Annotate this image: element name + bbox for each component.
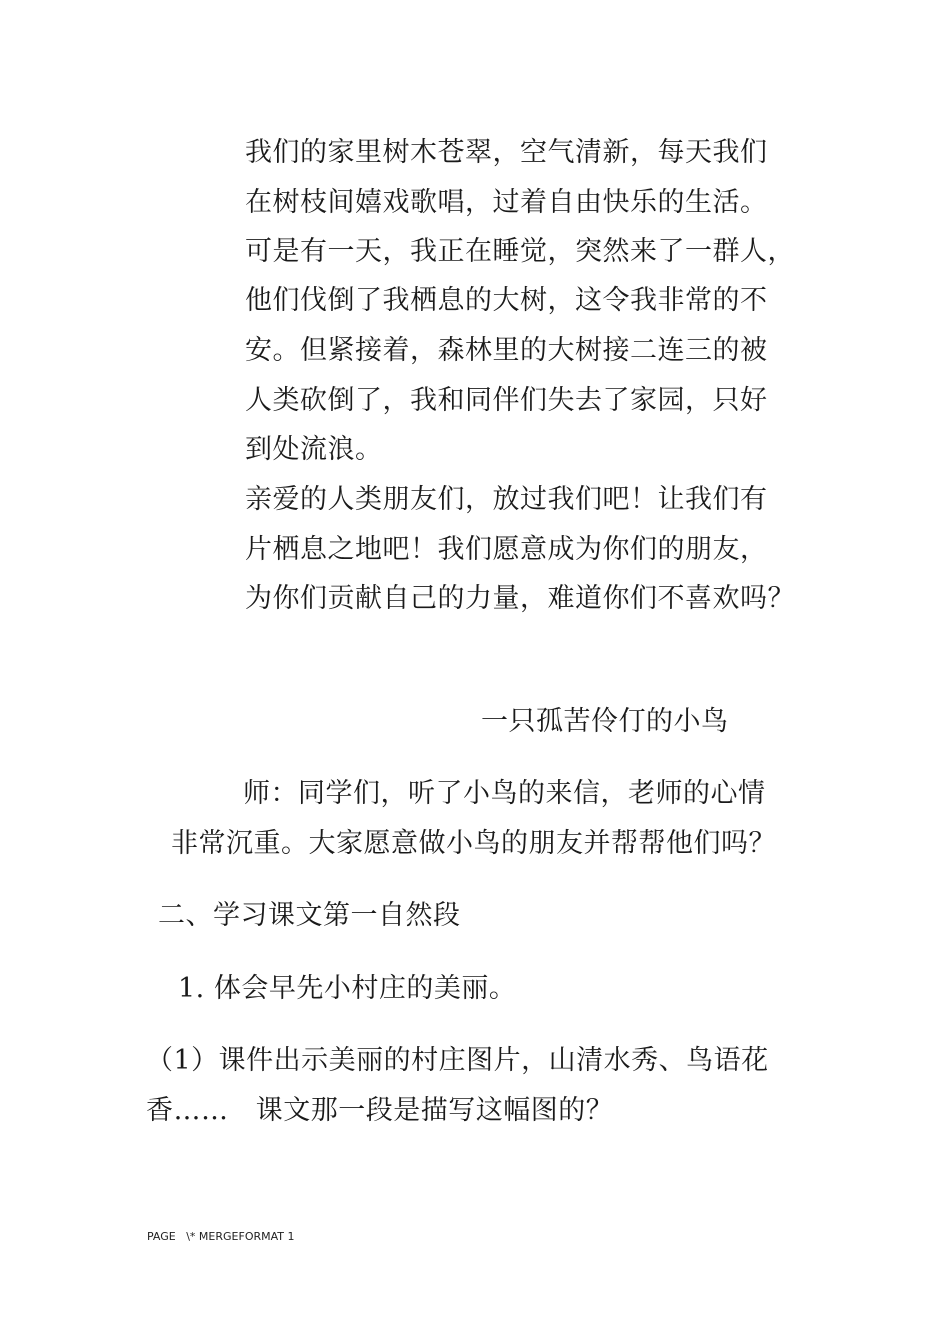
- teacher-line: 非常沉重。大家愿意做小鸟的朋友并帮帮他们吗？: [171, 828, 776, 859]
- section-heading: 二、学习课文第一自然段: [158, 900, 461, 931]
- letter-line: 在树枝间嬉戏歌唱，过着自由快乐的生活。: [245, 187, 768, 218]
- sub-item-line: 香…… 课文那一段是描写这幅图的？: [146, 1095, 614, 1126]
- letter-line: 到处流浪。: [245, 434, 383, 465]
- letter-line: 片栖息之地吧！我们愿意成为你们的朋友，: [245, 534, 768, 565]
- letter-line: 为你们贡献自己的力量，难道你们不喜欢吗？: [245, 583, 795, 614]
- letter-line: 人类砍倒了，我和同伴们失去了家园，只好: [245, 385, 768, 416]
- page-footer: PAGE \* MERGEFORMAT 1: [147, 1230, 295, 1243]
- letter-line: 亲爱的人类朋友们，放过我们吧！让我们有: [245, 484, 768, 515]
- sub-item-line: （1）课件出示美丽的村庄图片，山清水秀、鸟语花: [146, 1045, 769, 1076]
- letter-line: 可是有一天，我正在睡觉，突然来了一群人，: [245, 236, 795, 267]
- letter-signature: 一只孤苦伶仃的小鸟: [481, 706, 729, 737]
- teacher-line: 师：同学们，听了小鸟的来信，老师的心情: [243, 778, 766, 809]
- letter-line: 安。但紧接着，森林里的大树接二连三的被: [245, 335, 768, 366]
- list-item: 1. 体会早先小村庄的美丽。: [178, 973, 517, 1004]
- letter-line: 我们的家里树木苍翠，空气清新，每天我们: [245, 137, 768, 168]
- letter-line: 他们伐倒了我栖息的大树，这令我非常的不: [245, 285, 768, 316]
